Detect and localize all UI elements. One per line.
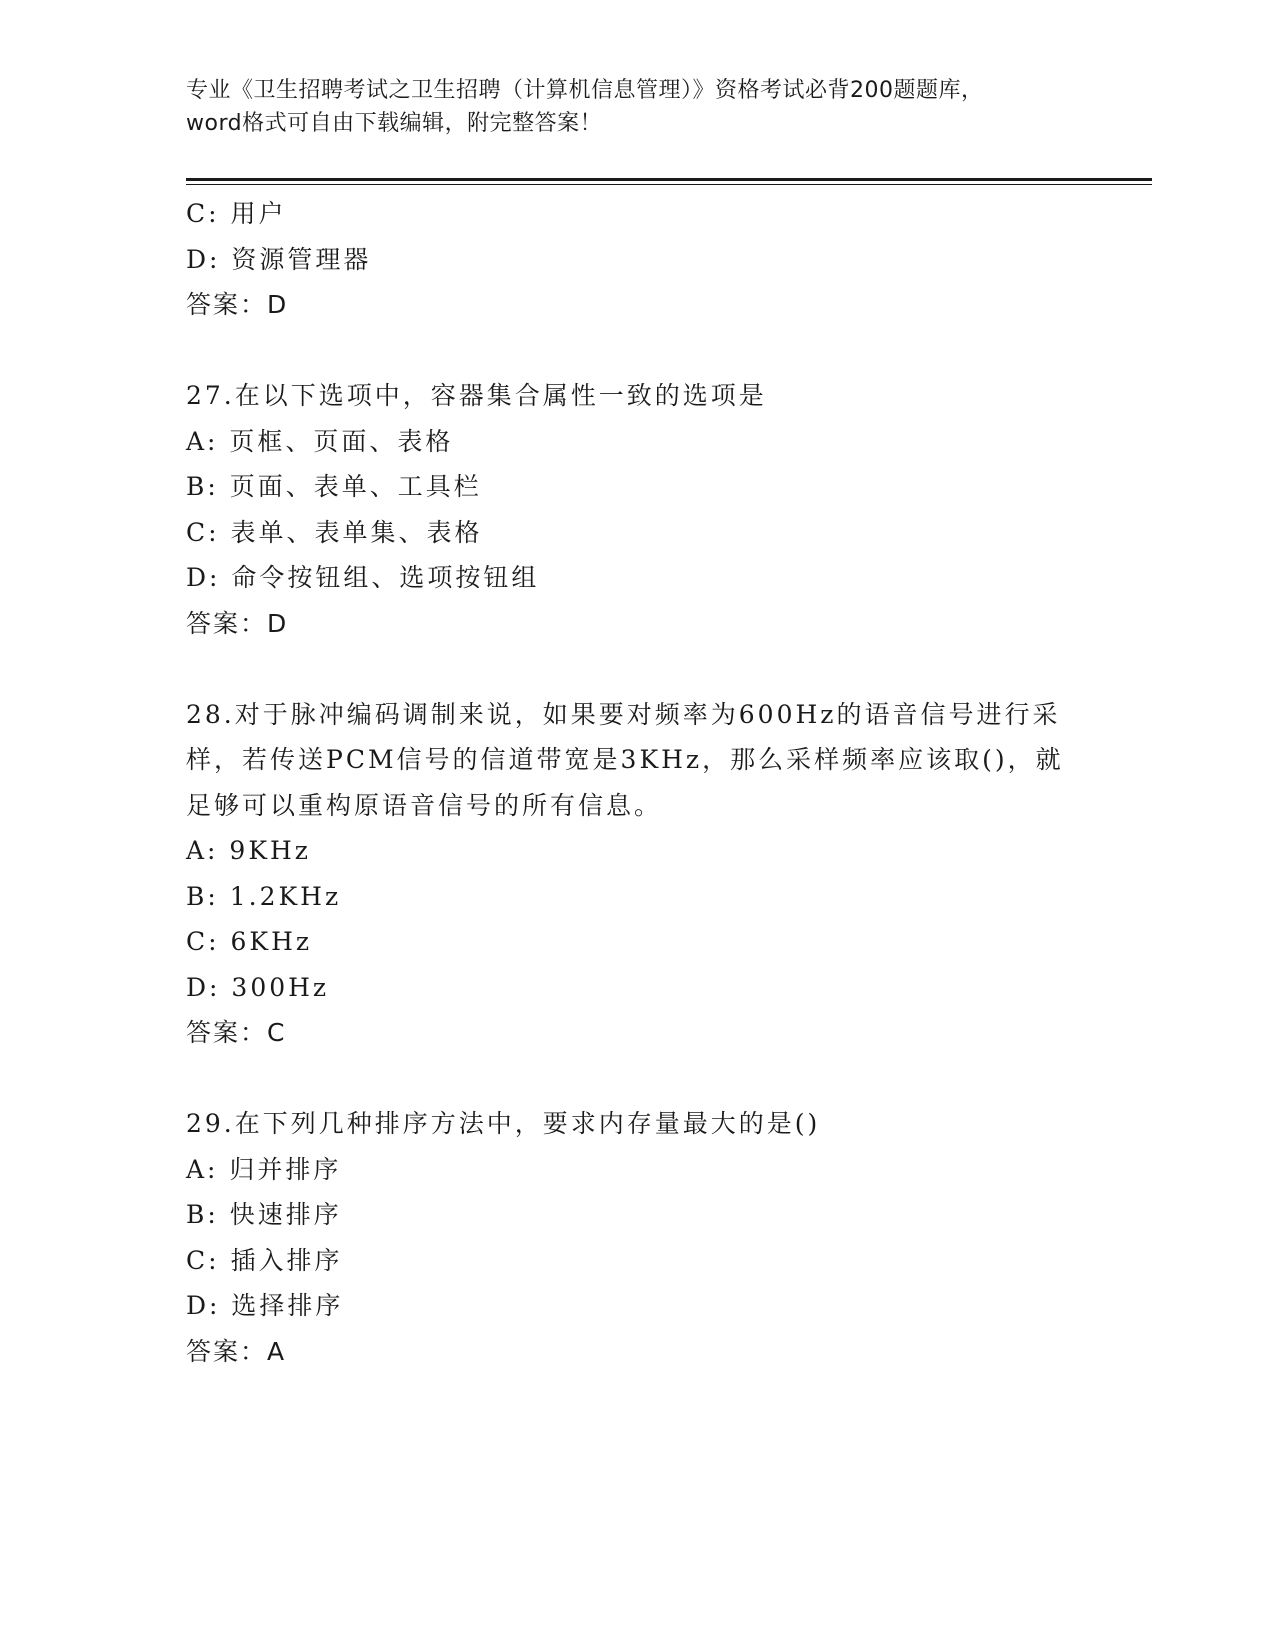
q29-answer: 答案：A (186, 1336, 287, 1366)
q28-stem-line-3: 足够可以重构原语音信号的所有信息。 (186, 790, 663, 820)
question-spacer (186, 1056, 1086, 1102)
q29-stem: 29.在下列几种排序方法中，要求内存量最大的是() (186, 1109, 821, 1138)
header-title-line-1: 专业《卫生招聘考试之卫生招聘（计算机信息管理）》资格考试必背200题题库， (186, 78, 984, 103)
question-29 (186, 1101, 1086, 1374)
question-27 (186, 373, 1086, 646)
q27-option-a: A: 页框、页面、表格 (186, 426, 454, 456)
q29-option-a: A: 归并排序 (186, 1154, 342, 1184)
q28-stem-line-1: 28.对于脉冲编码调制来说，如果要对频率为600Hz的语音信号进行采 (186, 699, 1061, 729)
q28-stem-line-2: 样，若传送PCM信号的信道带宽是3KHz，那么采样频率应该取()，就 (186, 745, 1064, 774)
header-divider-thick (186, 178, 1152, 181)
q29-option-b: B: 快速排序 (186, 1200, 342, 1229)
q28-option-b: B: 1.2KHz (186, 881, 342, 911)
question-26 (186, 191, 1086, 328)
q27-stem: 27.在以下选项中，容器集合属性一致的选项是 (186, 381, 767, 410)
q28-option-c: C: 6KHz (186, 927, 313, 956)
q29-option-d: D: 选择排序 (186, 1291, 344, 1320)
header-divider-thin (186, 184, 1152, 185)
question-28 (186, 692, 1086, 1056)
q28-answer: 答案：C (186, 1018, 287, 1047)
q26-option-c: C: 用户 (186, 199, 287, 228)
q29-option-c: C: 插入排序 (186, 1245, 343, 1275)
question-list (186, 191, 1086, 1374)
document-header (186, 74, 1086, 140)
q26-answer: 答案：D (186, 290, 289, 319)
q27-answer: 答案：D (186, 608, 289, 638)
q27-option-b: B: 页面、表单、工具栏 (186, 472, 482, 501)
q27-option-c: C: 表单、表单集、表格 (186, 517, 483, 547)
document-page (186, 0, 1152, 1650)
question-spacer (186, 646, 1086, 692)
question-spacer (186, 328, 1086, 374)
q26-option-d: D: 资源管理器 (186, 244, 372, 274)
q28-option-d: D: 300Hz (186, 972, 330, 1002)
header-title-line-2: word格式可自由下载编辑，附完整答案！ (186, 111, 603, 136)
q28-option-a: A: 9KHz (186, 836, 311, 865)
q27-option-d: D: 命令按钮组、选项按钮组 (186, 563, 540, 592)
